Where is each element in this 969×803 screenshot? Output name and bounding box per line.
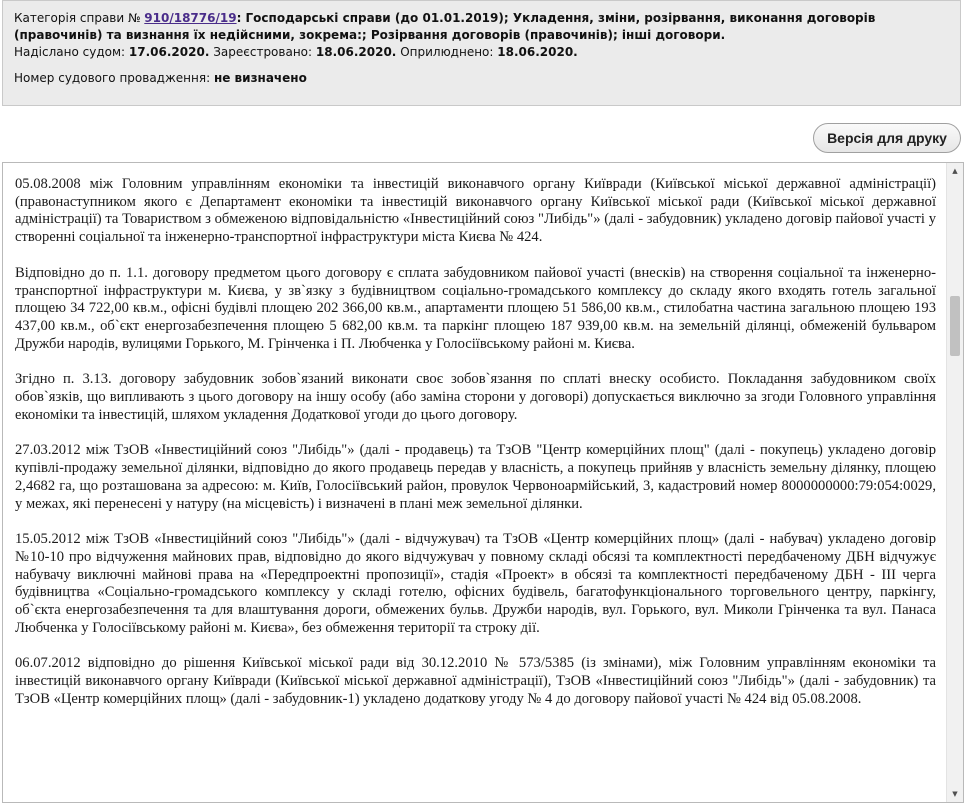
- paragraph: 15.05.2012 між ТзОВ «Інвестиційний союз "Либідь"» (далі - відчужувач) та ТзОВ «Центр комерційних площ» (далі - набувач) укладено договір №10-10 про відчуження майнових прав, відповідно до якого відчужувач у повному складі обсязі та комплектності передбаченому ДБН відчужує набувачу виключні майнові права на «Передпроектні пропозиції», стадія «Проект» в обсязі та комплектності передбаченому ДБН - ІІІ черга будівництва «Соціально-громадського комплексу у складі готелю, офісних будівель, багатофункціонального торговельного центру, паркінгу, об`єкта енергозабезпечення та для влаштування дороги, обмежених бульв. Дружби народів, вул. Горького, вул. Миколи Грінченка та вул. Панаса Любченка у Голосіївському районі м. Києва», без обмеження території та строку дії.: [15, 531, 936, 636]
- scroll-down-arrow-icon[interactable]: ▼: [952, 790, 958, 798]
- paragraph: 05.08.2008 між Головним управлінням економіки та інвестицій виконавчого органу Київради (Київської міської державної адміністрації) (правонаступником якого є Департамент економіки та інвестицій виконавчого органу Київської міської ради (Київської міської державної адміністрації) та Товариством з обмеженою відповідальністю «Інвестиційний союз "Либідь"» (далі - забудовник) укладено договір пайової участі у створенні соціальної та інженерно-транспортної інфраструктури міста Києва № 424.: [15, 176, 936, 246]
- proceeding-label: Номер судового провадження:: [14, 71, 211, 85]
- proceeding-line: [14, 70, 949, 87]
- dates-line: [14, 44, 949, 61]
- category-label: Категорія справи №: [14, 11, 141, 25]
- sent-label: Надіслано судом:: [14, 45, 126, 59]
- case-category-line: [14, 10, 949, 44]
- document-frame[interactable]: [2, 162, 964, 803]
- category-text: : Господарські справи (до 01.01.2019); Укладення, зміни, розірвання, виконання договорів (правочинів) та визнання їх недійсними, зокрема:; Розірвання договорів (правочинів); інші договори.: [14, 11, 876, 42]
- paragraph: Відповідно до п. 1.1. договору предметом цього договору є сплата забудовником пайової участі (внесків) на створення соціальної та інженерно-транспортної інфраструктури м. Києва, у зв`язку з будівництвом соціально-громадського комплексу до складу якого входять готель загальної площею 34 722,00 кв.м., офісні будівлі площею 202 366,00 кв.м., апартаменти площею 51 586,00 кв.м., стилобатна частина загальною площею 193 437,00 кв.м., об`єкт енергозабезпечення площею 5 682,00 кв.м. та паркінг площею 187 939,00 кв.м. на земельній ділянці, обмеженій бульваром Дружби народів, вулицями Горького, М. Грінченка і П. Любченка у Голосіївському районі м. Києва.: [15, 264, 936, 352]
- published-label: Оприлюднено:: [400, 45, 494, 59]
- scroll-up-arrow-icon[interactable]: ▲: [952, 167, 958, 175]
- paragraph: 06.07.2012 відповідно до рішення Київської міської ради від 30.12.2010 № 573/5385 (із змінами), між Головним управлінням економіки та інвестицій виконавчого органу Київради (Київської міської державної адміністрації), ТзОВ «Інвестиційний союз "Либідь"» (далі - забудовник) та ТзОВ «Центр комерційних площ» (далі - забудовник-1) укладено додаткову угоду № 4 до договору пайової участі № 424 від 05.08.2008.: [15, 655, 936, 707]
- case-info-panel: [2, 0, 961, 106]
- paragraph: Згідно п. 3.13. договору забудовник зобов`язаний виконати своє зобов`язання по сплаті внеску особисто. Покладання забудовником своїх обов`язків, що випливають з цього договору на іншу особу (або заміна сторони у договорі) допускається виключно за згоди Головного управління економіки та інвестицій, шляхом укладення Додаткової угоди до цього договору.: [15, 371, 936, 423]
- registered-date: 18.06.2020.: [315, 45, 397, 59]
- case-number-link[interactable]: 910/18776/19: [144, 11, 237, 25]
- registered-label: Зареєстровано:: [213, 45, 313, 59]
- print-version-button[interactable]: Версія для друку: [813, 123, 961, 153]
- paragraph: 27.03.2012 між ТзОВ «Інвестиційний союз "Либідь"» (далі - продавець) та ТзОВ "Центр комерційних площ" (далі - покупець) укладено договір купівлі-продажу земельної ділянки, відповідно до якого продавець передав у власність, а покупець прийняв у власність земельну ділянку, площею 2,4682 га, що розташована за адресою: м. Київ, Голосіївський район, провулок Червоноармійський, 3, кадастровий номер 8000000000:79:054:0029, у межах, які перенесені у натуру (на місцевість) і визначені в плані меж земельної ділянки.: [15, 442, 936, 512]
- vertical-scrollbar[interactable]: [946, 163, 963, 802]
- scroll-thumb[interactable]: [950, 296, 960, 356]
- proceeding-value: не визначено: [213, 71, 307, 85]
- document-text: [15, 176, 936, 727]
- published-date: 18.06.2020.: [497, 45, 578, 59]
- sent-date: 17.06.2020.: [128, 45, 210, 59]
